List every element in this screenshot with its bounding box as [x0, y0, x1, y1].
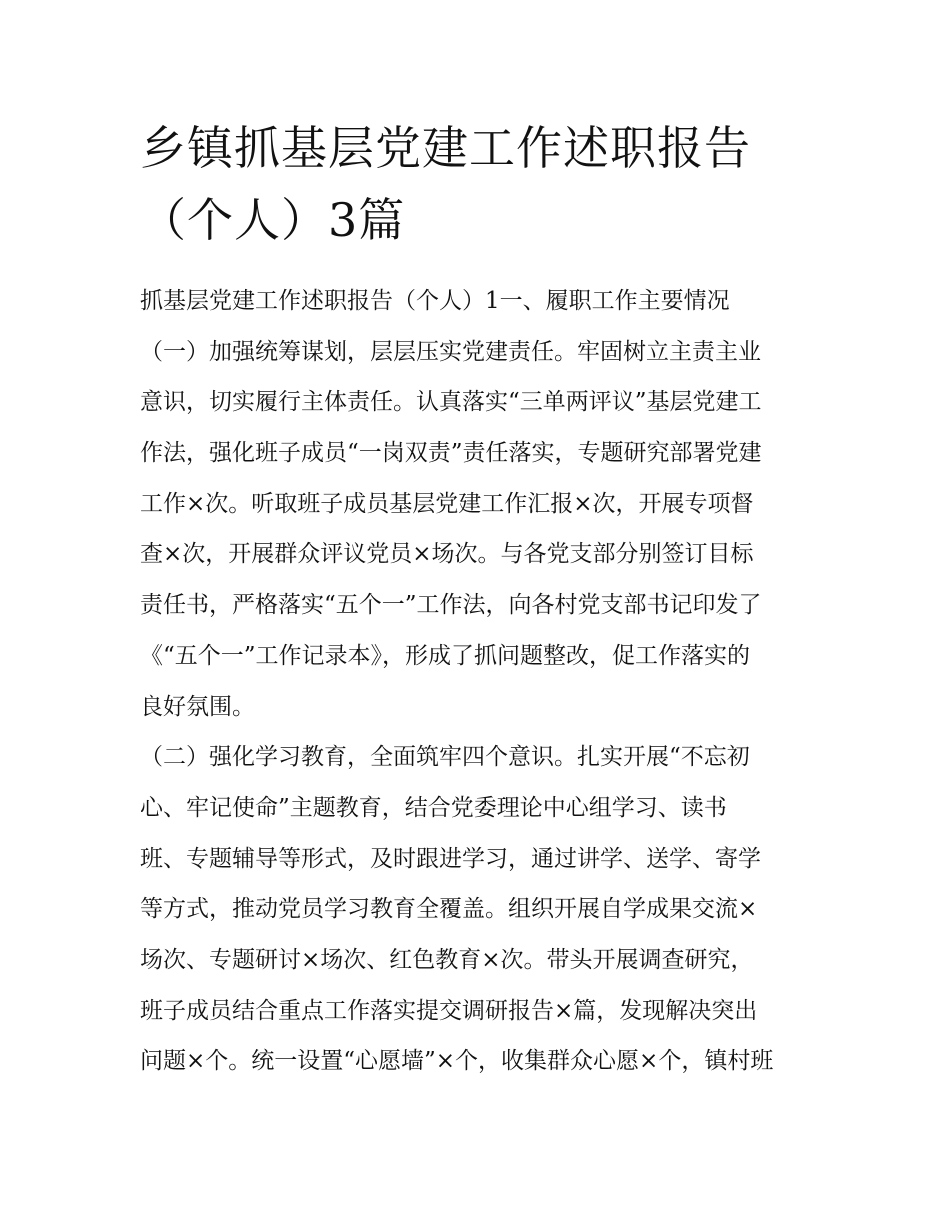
body-line: 心、牢记使命”主题教育，结合党委理论中心组学习、读书 — [140, 794, 727, 821]
title-line: （个人）3篇 — [140, 193, 406, 247]
body-line: 班子成员结合重点工作落实提交调研报告×篇，发现解决突出 — [140, 997, 758, 1024]
body-line: 班、专题辅导等形式，及时跟进学习，通过讲学、送学、寄学 — [140, 845, 761, 872]
body-line: （一）加强统筹谋划，层层压实党建责任。牢固树立主责主业 — [140, 338, 761, 365]
body-line: 《“五个一”工作记录本》，形成了抓问题整改，促工作落实的 — [140, 642, 751, 669]
body-line: 意识，切实履行主体责任。认真落实“三单两评议”基层党建工 — [140, 389, 762, 416]
body-line: 作法，强化班子成员“一岗双责”责任落实，专题研究部署党建 — [140, 440, 762, 467]
body-line: 等方式，推动党员学习教育全覆盖。组织开展自学成果交流× — [140, 896, 758, 923]
body-line: （二）强化学习教育，全面筑牢四个意识。扎实开展“不忘初 — [140, 744, 750, 771]
body-line: 查×次，开展群众评议党员×场次。与各党支部分别签订目标 — [140, 541, 754, 568]
body-line: 问题×个。统一设置“心愿墙”×个，收集群众心愿×个，镇村班 — [140, 1048, 774, 1075]
body-line: 抓基层党建工作述职报告（个人）1一、履职工作主要情况 — [140, 288, 730, 314]
body-line: 场次、专题研讨×场次、红色教育×次。带头开展调查研究， — [140, 946, 754, 973]
document-body — [140, 276, 820, 1087]
document-title — [140, 112, 840, 256]
title-line: 乡镇抓基层党建工作述职报告 — [140, 121, 751, 175]
body-line: 良好氛围。 — [140, 693, 255, 720]
body-line: 工作×次。听取班子成员基层党建工作汇报×次，开展专项督 — [140, 490, 754, 517]
body-line: 责任书，严格落实“五个一”工作法，向各村党支部书记印发了 — [140, 592, 762, 619]
